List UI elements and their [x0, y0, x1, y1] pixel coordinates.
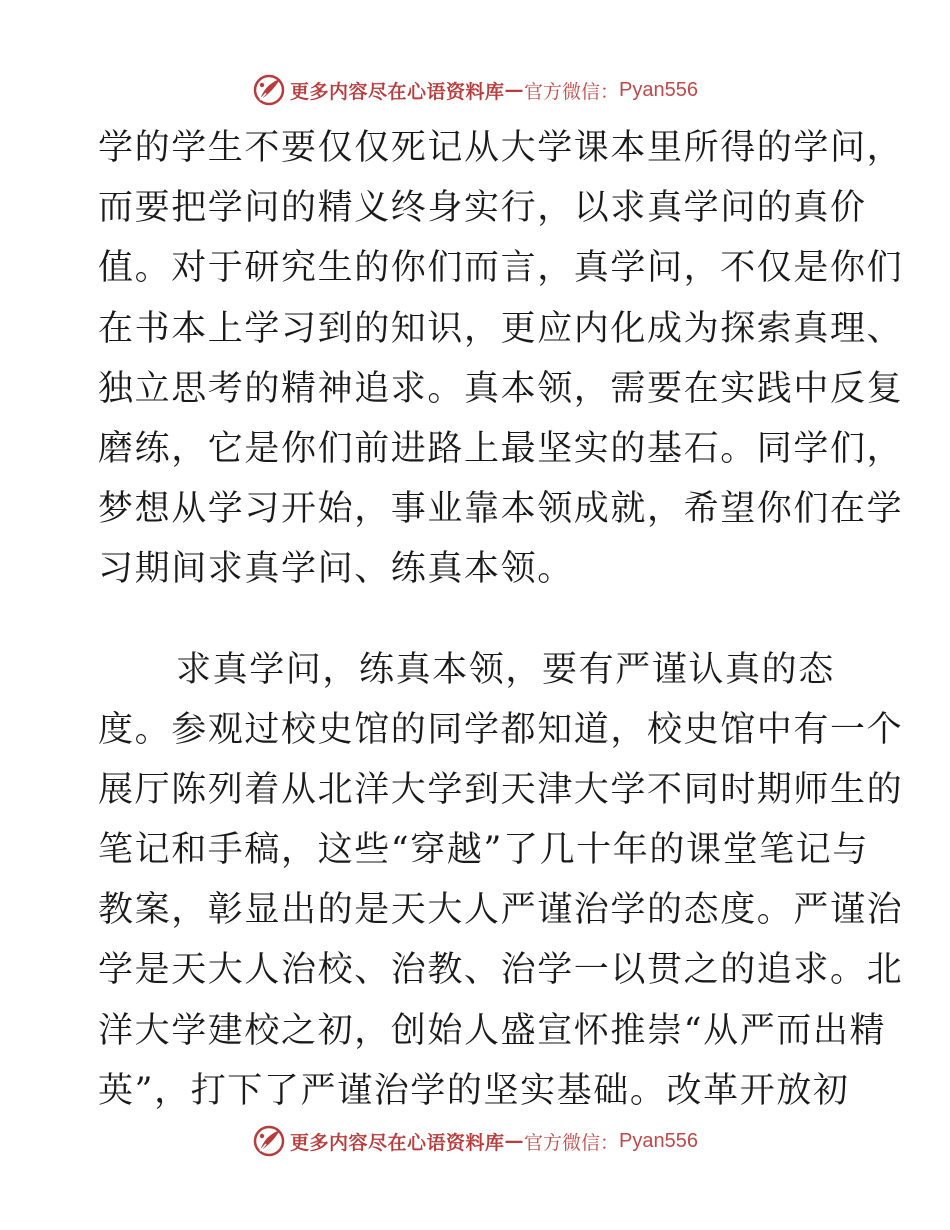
text-line: 在书本上学习到的知识，更应内化成为探索真理、: [98, 308, 904, 349]
wechat-label: 官方微信：: [524, 1131, 620, 1154]
text-line: 英”，打下了严谨治学的坚实基础。改革开放初: [98, 1070, 850, 1111]
paragraph-1: [98, 118, 904, 600]
promo-text: 更多内容尽在心语资料库: [290, 80, 505, 103]
text-line: 笔记和手稿，这些“穿越”了几十年的课堂笔记与: [98, 830, 869, 871]
text-line: 教案，彰显出的是天大人严谨治学的态度。严谨治: [98, 890, 904, 931]
footer-watermark: [0, 1121, 950, 1161]
text-line: 梦想从学习开始，事业靠本领成就，希望你们在学: [98, 489, 904, 530]
separator: —: [504, 79, 525, 101]
wechat-id: Pyan556: [619, 1129, 698, 1152]
text-line: 度。参观过校史馆的同学都知道，校史馆中有一个: [98, 709, 904, 750]
paragraph-2: [98, 640, 904, 1122]
separator: —: [504, 1130, 525, 1152]
quill-pen-logo-icon: [252, 73, 286, 107]
text-line: 值。对于研究生的你们而言，真学问，不仅是你们: [98, 248, 904, 289]
text-line: 展厅陈列着从北洋大学到天津大学不同时期师生的: [98, 769, 904, 810]
wechat-id: Pyan556: [619, 78, 698, 101]
text-line: 习期间求真学问、练真本领。: [98, 549, 574, 590]
text-line: 求真学问，练真本领，要有严谨认真的态: [176, 649, 835, 690]
text-line: 而要把学问的精义终身实行，以求真学问的真价: [98, 188, 867, 229]
quill-pen-logo-icon: [252, 1124, 286, 1158]
paragraph-gap: [98, 600, 858, 640]
text-line: 磨练，它是你们前进路上最坚实的基石。同学们，: [98, 428, 904, 469]
text-line: 独立思考的精神追求。真本领，需要在实践中反复: [98, 368, 904, 409]
promo-text: 更多内容尽在心语资料库: [290, 1131, 505, 1154]
header-watermark: [0, 70, 950, 110]
wechat-label: 官方微信：: [524, 80, 620, 103]
text-line: 学的学生不要仅仅死记从大学课本里所得的学问，: [98, 128, 904, 168]
text-line: 学是天大人治校、治教、治学一以贯之的追求。北: [98, 950, 904, 991]
document-body: [98, 118, 904, 1121]
text-line: 洋大学建校之初，创始人盛宣怀推崇“从严而出精: [98, 1010, 887, 1051]
